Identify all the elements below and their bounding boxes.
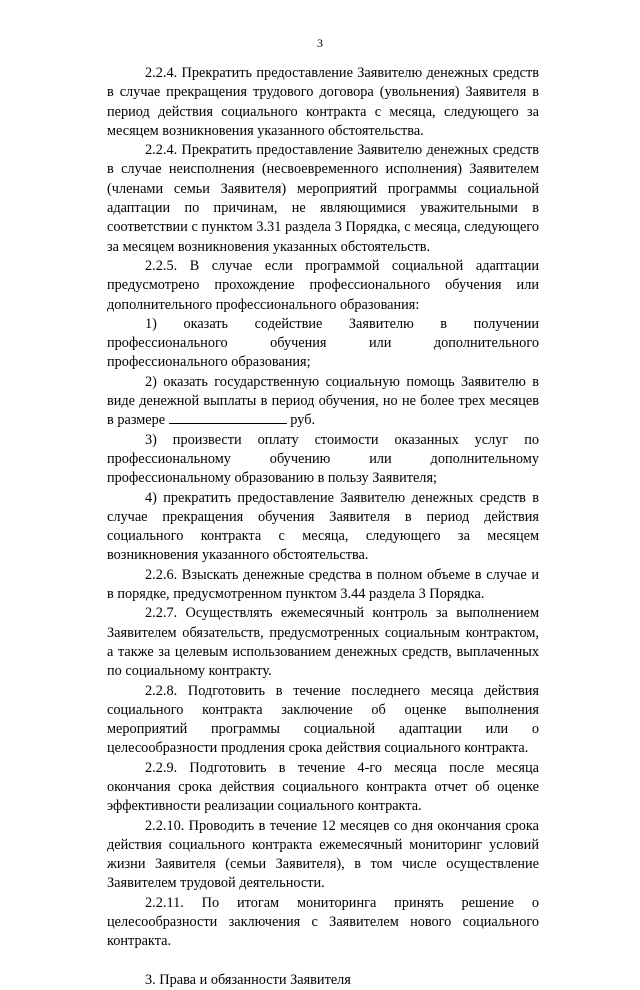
spacer bbox=[107, 952, 539, 971]
section-heading: 3. Права и обязанности Заявителя bbox=[145, 971, 351, 988]
paragraph-2-2-10: 2.2.10. Проводить в течение 12 месяцев со дня окончания срока действия социального контракта ежемесячный мониторинг условий жизни Заявителя (семьи Заявителя), в том числе осуществление Заявителем трудовой деятельности. bbox=[107, 817, 539, 892]
paragraph-item-4: 4) прекратить предоставление Заявителю денежных средств в случае прекращения обучения Заявителя в период действия социального контракта с месяца, следующего за месяцем возникновения указанного обстоятельства. bbox=[107, 489, 539, 564]
paragraph-item-2 bbox=[107, 373, 539, 431]
paragraph-item-1: 1) оказать содействие Заявителю в получении профессионального обучения или дополнительного профессионального образования; bbox=[107, 315, 539, 371]
item-2-text: 2) оказать государственную социальную помощь Заявителю в виде денежной выплаты в период обучения, но не более трех месяцев в размере bbox=[107, 373, 539, 429]
document-body bbox=[107, 64, 539, 990]
amount-blank-line bbox=[169, 411, 287, 424]
paragraph-2-2-11: 2.2.11. По итогам мониторинга принять решение о целесообразности заключения с Заявителем нового социального контракта. bbox=[107, 894, 539, 950]
paragraph-2-2-6: 2.2.6. Взыскать денежные средства в полном объеме в случае и в порядке, предусмотренном пунктом 3.44 раздела 3 Порядка. bbox=[107, 566, 539, 603]
paragraph-2-2-5: 2.2.5. В случае если программой социальной адаптации предусмотрено прохождение профессионального обучения или дополнительного профессионального образования: bbox=[107, 257, 539, 313]
paragraph-2-2-7: 2.2.7. Осуществлять ежемесячный контроль за выполнением Заявителем обязательств, предусмотренных социальным контрактом, а также за целевым использованием денежных средств, выплаченных по социальному контракту. bbox=[107, 605, 539, 680]
page-number: 3 bbox=[317, 36, 323, 50]
paragraph-2-2-4-nonfulfillment: 2.2.4. Прекратить предоставление Заявителю денежных средств в случае неисполнения (несвоевременного исполнения) Заявителем (членами семьи Заявителя) мероприятий программы социальной адаптации по причинам, не являющимися уважительными в соответствии с пунктом 3.31 раздела 3 Порядка, с месяца, следующего за месяцем возникновения указанных обстоятельств. bbox=[107, 142, 539, 255]
paragraph-2-2-8: 2.2.8. Подготовить в течение последнего месяца действия социального контракта заключение об оценке выполнения мероприятий программы социальной адаптации или о целесообразности продления срока действия социального контракта. bbox=[107, 682, 539, 757]
paragraph-item-3: 3) произвести оплату стоимости оказанных услуг по профессиональному обучению или дополнительному профессиональному образованию в пользу Заявителя; bbox=[107, 431, 539, 487]
item-2-currency: руб. bbox=[286, 412, 316, 429]
paragraph-2-2-4-termination: 2.2.4. Прекратить предоставление Заявителю денежных средств в случае прекращения трудового договора (увольнения) Заявителя в период действия социального контракта с месяца, следующего за месяцем возникновения указанного обстоятельства. bbox=[107, 65, 539, 139]
paragraph-2-2-9: 2.2.9. Подготовить в течение 4-го месяца после месяца окончания срока действия социального контракта отчет об оценке эффективности реализации социального контракта. bbox=[107, 759, 539, 815]
